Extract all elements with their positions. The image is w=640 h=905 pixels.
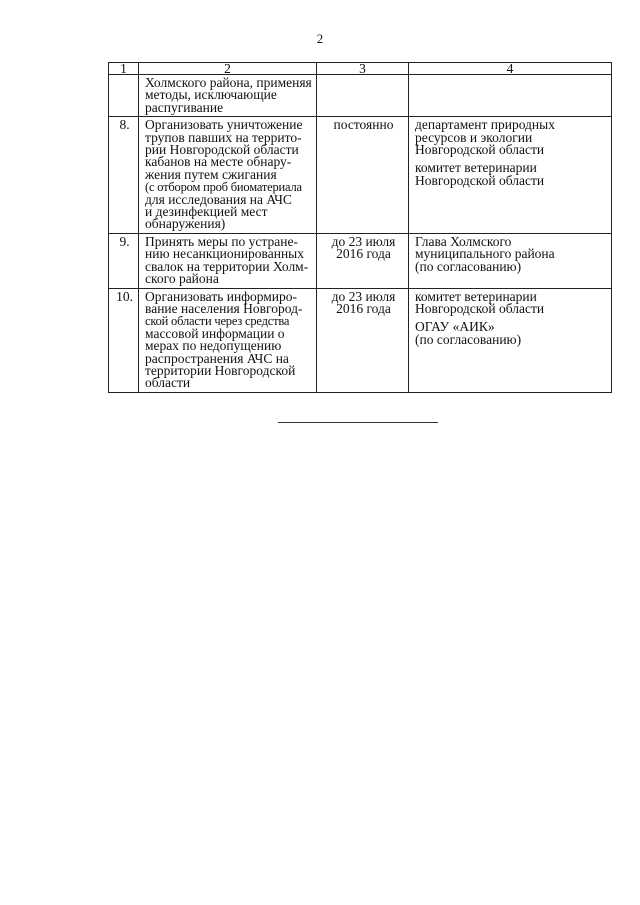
measures-table xyxy=(108,62,612,393)
measure-line: рии Новгородской области xyxy=(145,142,299,158)
measure-line: и дезинфекцией мест xyxy=(145,204,268,220)
column-header-measure: 2 xyxy=(139,63,317,75)
term-cell xyxy=(317,288,409,392)
term-line: 2016 года xyxy=(336,300,391,316)
responsible-cell xyxy=(409,117,612,234)
measure-line: распугивание xyxy=(145,99,224,115)
measure-cell xyxy=(139,288,317,392)
responsible-line: Новгородской области xyxy=(415,142,545,158)
responsible-line: Новгородской области xyxy=(415,300,545,316)
table-row xyxy=(109,117,612,234)
responsible-line: муниципального района xyxy=(415,246,555,262)
measure-line: мерах по недопущению xyxy=(145,338,282,354)
measure-line: (с отбором проб биоматериала xyxy=(145,180,302,195)
term-line: 2016 года xyxy=(336,246,391,262)
measure-line: Принять меры по устране- xyxy=(145,233,298,249)
page-number: 2 xyxy=(316,31,324,46)
measure-line: нию несанкционированных xyxy=(145,246,305,262)
measure-line: трупов павших на террито- xyxy=(145,129,302,145)
measure-line: вание населения Новгород- xyxy=(145,300,303,316)
term-line: до 23 июля xyxy=(331,288,396,304)
closing-divider-line xyxy=(278,422,438,423)
measure-cell xyxy=(139,233,317,288)
measure-line: свалок на территории Холм- xyxy=(145,258,309,274)
measure-line: для исследования на АЧС xyxy=(145,191,292,207)
responsible-line: Глава Холмского xyxy=(415,233,512,249)
column-header-responsible: 4 xyxy=(409,63,612,75)
table-header-row xyxy=(109,63,612,75)
measure-line: территории Новгородской xyxy=(145,362,296,378)
measure-cell xyxy=(139,75,317,117)
measure-line: Холмского района, применяя xyxy=(145,75,312,90)
row-number xyxy=(109,75,139,117)
measure-line: ской области через средства xyxy=(145,314,290,329)
responsible-line: комитет ветеринарии xyxy=(415,288,537,304)
measure-line: массовой информации о xyxy=(145,325,285,341)
responsible-cell xyxy=(409,288,612,392)
column-header-term: 3 xyxy=(317,63,409,75)
row-number: 8. xyxy=(109,117,139,234)
measure-line: области xyxy=(145,375,191,391)
responsible-line: Новгородской области xyxy=(415,172,545,188)
measure-line: жения путем сжигания xyxy=(145,166,277,182)
term-line: постоянно xyxy=(333,117,394,133)
measure-line: Организовать информиро- xyxy=(145,288,298,304)
table-row xyxy=(109,288,612,392)
term-cell xyxy=(317,117,409,234)
responsible-line: ресурсов и экологии xyxy=(415,129,533,145)
responsible-line: комитет ветеринарии xyxy=(415,160,537,176)
term-line: до 23 июля xyxy=(331,233,396,249)
measure-cell xyxy=(139,117,317,234)
responsible-line: (по согласованию) xyxy=(415,258,522,274)
responsible-line: ОГАУ «АИК» xyxy=(415,319,495,335)
responsible-cell xyxy=(409,75,612,117)
measure-line: методы, исключающие xyxy=(145,87,277,103)
term-cell xyxy=(317,75,409,117)
responsible-line: (по согласованию) xyxy=(415,331,522,347)
column-header-number: 1 xyxy=(109,63,139,75)
measure-line: распространения АЧС на xyxy=(145,350,289,366)
measure-line: кабанов на месте обнару- xyxy=(145,154,292,170)
term-cell xyxy=(317,233,409,288)
row-number: 9. xyxy=(109,233,139,288)
responsible-cell xyxy=(409,233,612,288)
table-row xyxy=(109,75,612,117)
table-row xyxy=(109,233,612,288)
measure-line: обнаружения) xyxy=(145,216,226,232)
measure-line: Организовать уничтожение xyxy=(145,117,303,133)
responsible-line: департамент природных xyxy=(415,117,555,133)
measure-line: ского района xyxy=(145,271,219,287)
row-number: 10. xyxy=(109,288,139,392)
